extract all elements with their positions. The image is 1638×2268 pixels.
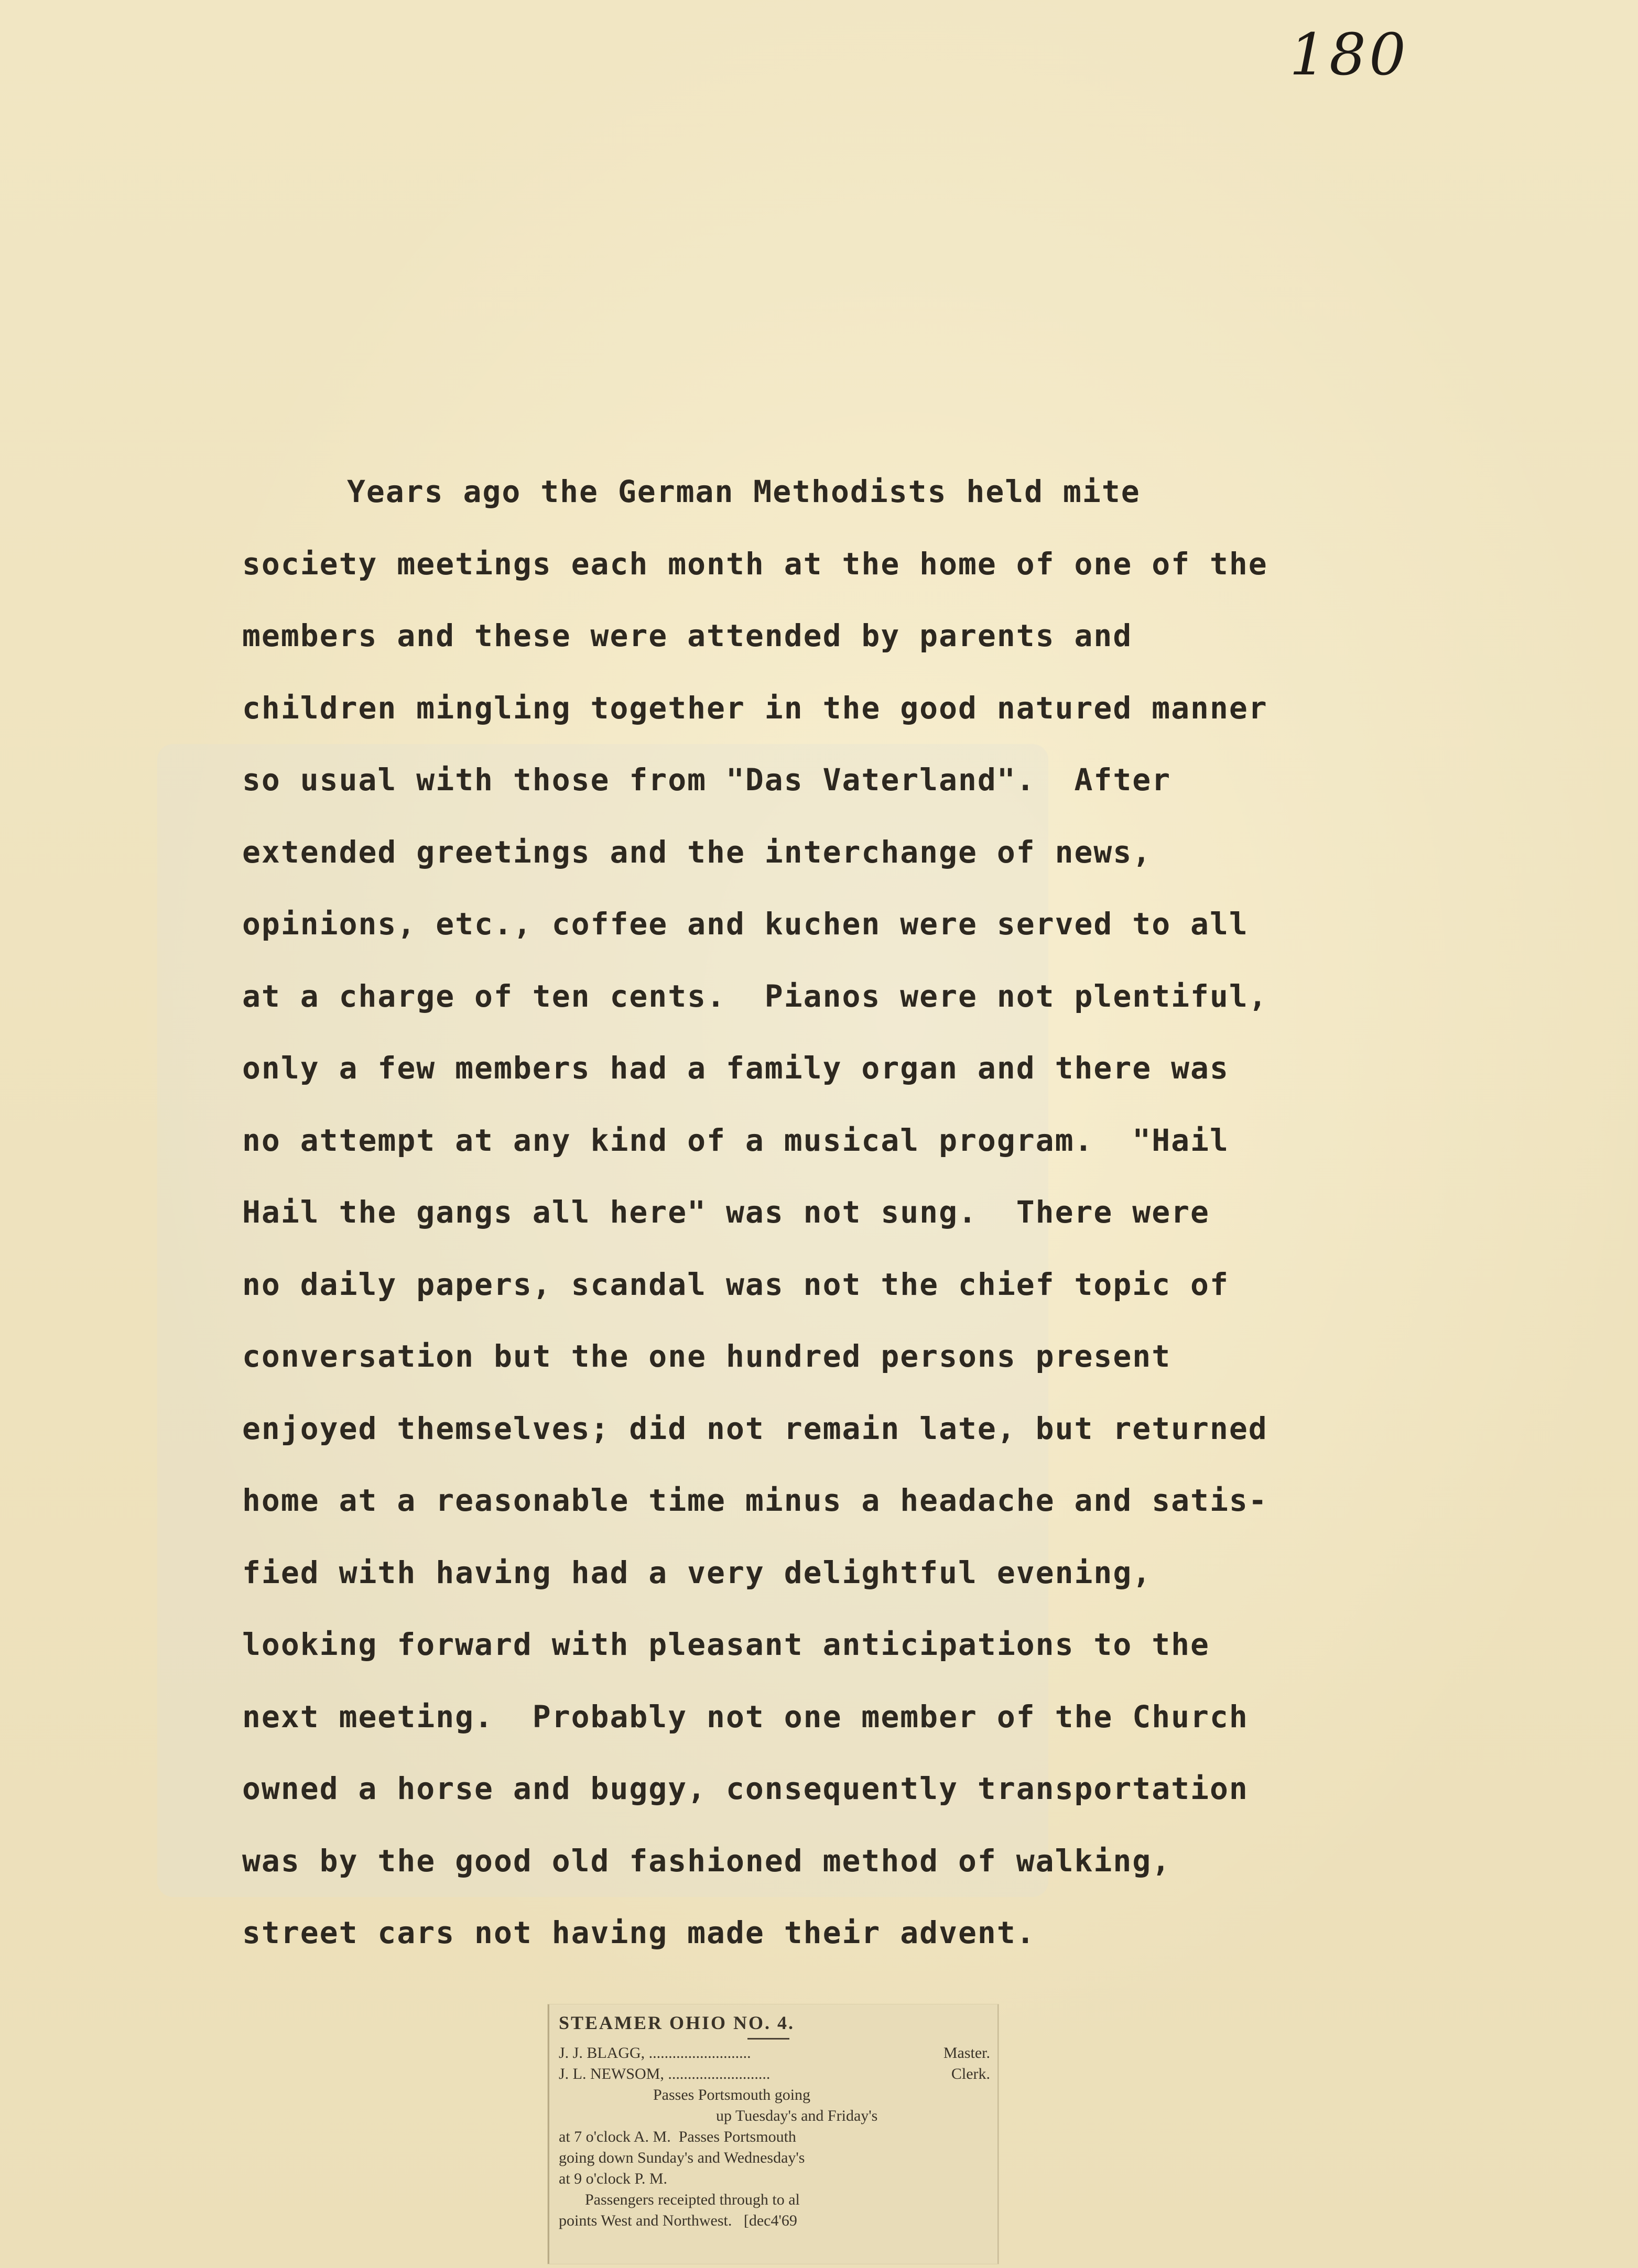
clipping-line: going down Sunday's and Wednesday's [559, 2149, 805, 2166]
text-line: looking forward with pleasant anticipations to the [242, 1627, 1210, 1662]
text-line: Hail the gangs all here" was not sung. There were [242, 1194, 1210, 1230]
text-line: home at a reasonable time minus a headache and satis- [242, 1482, 1268, 1518]
crew-role: Master. [943, 2044, 990, 2062]
body-text [242, 456, 1395, 1969]
text-line: children mingling together in the good natured manner [242, 690, 1268, 726]
clipping-title: STEAMER OHIO NO. 4. [559, 2012, 795, 2033]
text-line: was by the good old fashioned method of walking, [242, 1842, 1171, 1879]
text-line: street cars not having made their advent. [242, 1915, 1036, 1950]
clipping-crew-row [559, 2043, 990, 2064]
clipping-line: Passes Portsmouth going [653, 2086, 811, 2103]
clipping-line: at 9 o'clock P. M. [559, 2170, 668, 2187]
clipping-line: up Tuesday's and Friday's [716, 2107, 878, 2124]
text-line: no daily papers, scandal was not the chief topic of [242, 1266, 1229, 1302]
text-line: Years ago the German Methodists held mite [347, 474, 1141, 509]
clipping-line: points West and Northwest. [dec4'69 [559, 2212, 797, 2229]
text-line: members and these were attended by parents and [242, 618, 1133, 653]
text-line: extended greetings and the interchange of news, [242, 834, 1152, 870]
crew-name: J. L. NEWSOM, .......................... [559, 2065, 771, 2082]
clipping-line: at 7 o'clock A. M. Passes Portsmouth [559, 2128, 796, 2145]
clipping-rule [747, 2038, 789, 2040]
crew-role: Clerk. [951, 2065, 990, 2082]
text-line: so usual with those from "Das Vaterland". After [242, 762, 1171, 798]
text-line: conversation but the one hundred persons present [242, 1338, 1171, 1374]
clipping-crew-row [559, 2064, 990, 2085]
crew-name: J. J. BLAGG, .......................... [559, 2044, 751, 2062]
text-line: fied with having had a very delightful evening, [242, 1554, 1152, 1590]
page-number: 180 [1289, 21, 1409, 88]
text-line: only a few members had a family organ and there was [242, 1050, 1229, 1086]
text-line: owned a horse and buggy, consequently transportation [242, 1771, 1249, 1806]
text-line: at a charge of ten cents. Pianos were not plentiful, [242, 978, 1268, 1014]
text-line: enjoyed themselves; did not remain late, but returned [242, 1410, 1268, 1446]
text-line: no attempt at any kind of a musical program. "Hail [242, 1122, 1229, 1158]
text-line: next meeting. Probably not one member of the Church [242, 1698, 1249, 1735]
newspaper-clipping [548, 2004, 999, 2264]
text-line: society meetings each month at the home of one of the [242, 546, 1268, 582]
clipping-line: Passengers receipted through to al [585, 2191, 800, 2208]
text-line: opinions, etc., coffee and kuchen were served to all [242, 906, 1249, 942]
